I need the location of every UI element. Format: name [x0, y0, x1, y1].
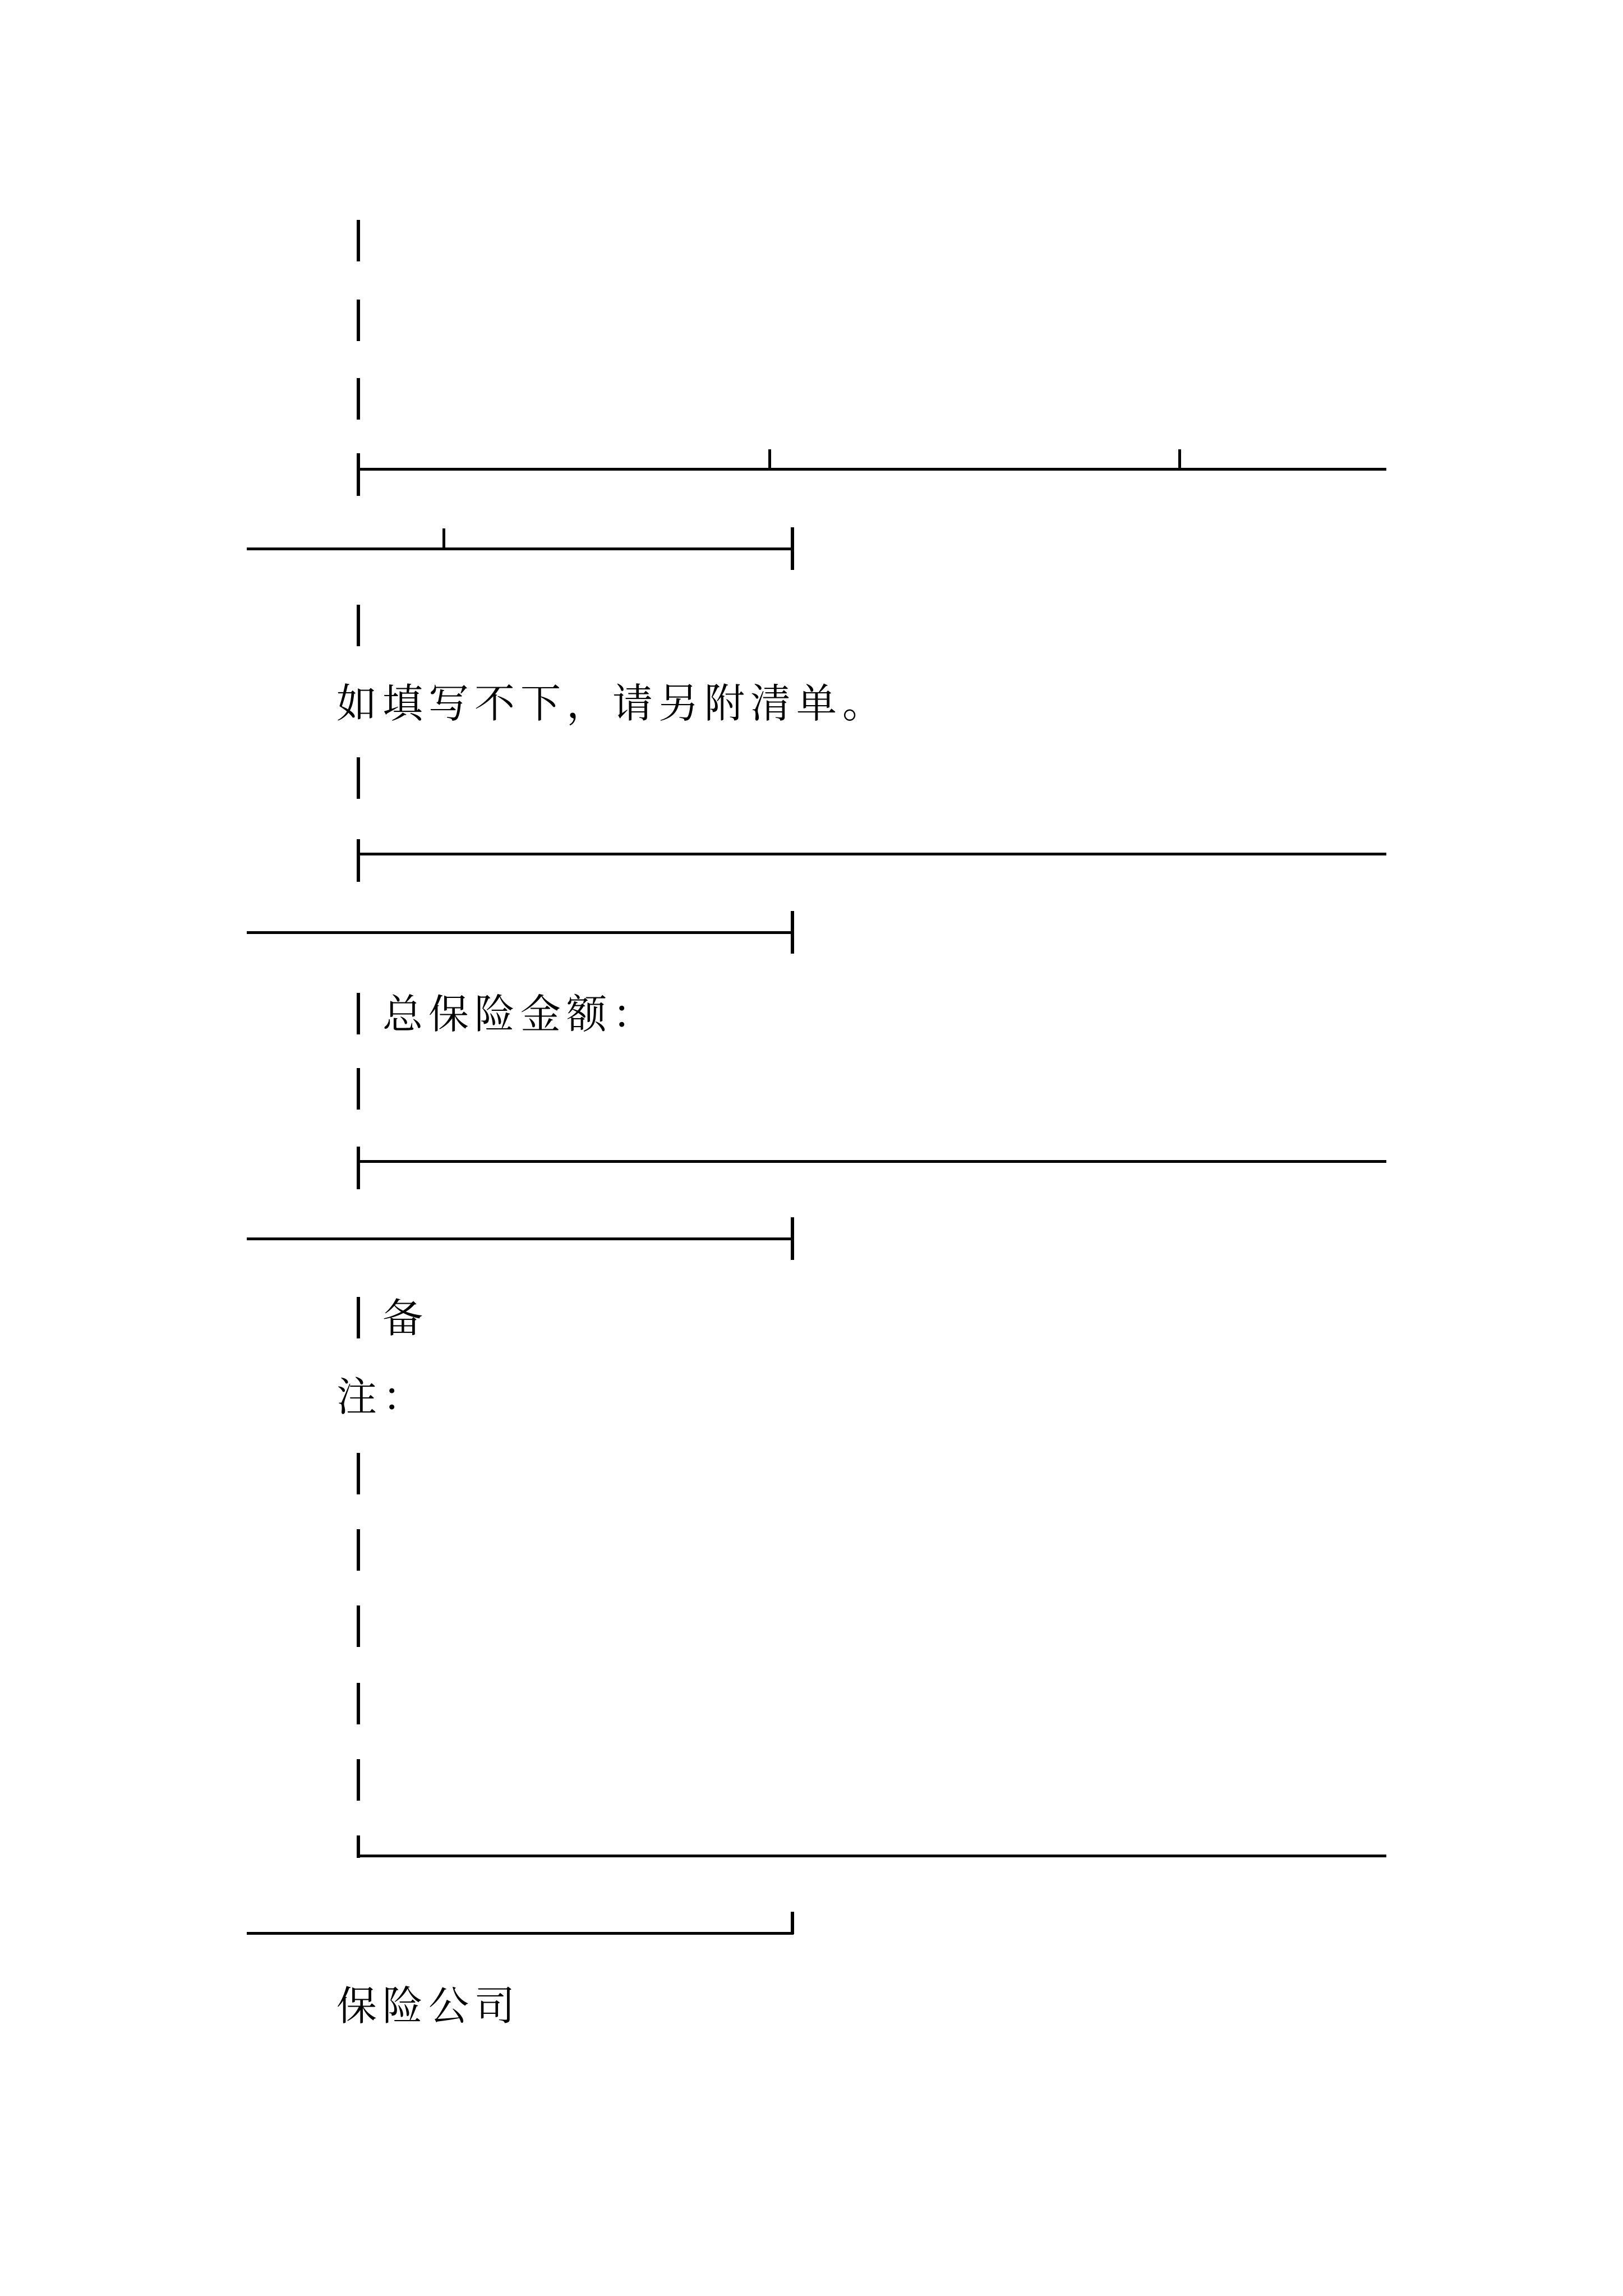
table-border-left [357, 605, 360, 646]
remarks-label-part1: 备 [382, 1295, 429, 1342]
table-border-left [357, 1297, 360, 1338]
table-bottom-border [357, 1855, 1386, 1857]
total-insured-label: 总保险金额： [382, 991, 659, 1038]
table-border-left [357, 220, 360, 261]
table-border-left [357, 300, 360, 341]
table-row-divider [360, 1160, 1386, 1163]
table-border-left [357, 453, 360, 496]
table-border-left [357, 1759, 360, 1801]
table-border-left [357, 1453, 360, 1494]
table-border-left [357, 839, 360, 882]
table-border-right [791, 1217, 794, 1260]
table-border-left [357, 1147, 360, 1189]
table-border-left [357, 378, 360, 420]
table-column-tick [768, 449, 771, 468]
table-border-right [791, 911, 794, 954]
table-border-left [357, 1529, 360, 1571]
table-row-divider [360, 853, 1386, 855]
table-border-left [357, 1068, 360, 1110]
insurance-company-label: 保险公司 [336, 1982, 521, 2030]
table-border-left [357, 757, 360, 799]
table-border-left [357, 1683, 360, 1724]
table-column-tick [442, 528, 445, 547]
table-row-divider-continued [247, 547, 794, 550]
table-border-left [357, 1605, 360, 1647]
table-column-tick [1178, 449, 1181, 468]
table-border-right [791, 527, 794, 570]
table-row-divider-continued [247, 1237, 794, 1240]
table-row-divider-continued [247, 931, 794, 934]
remarks-label-part2: 注： [336, 1373, 429, 1420]
fill-more-note: 如填写不下，请另附清单。 [336, 680, 889, 727]
table-bottom-border-continued [247, 1932, 794, 1935]
table-border-left [357, 993, 360, 1034]
table-border-corner [791, 1912, 794, 1934]
table-row-divider [360, 468, 1386, 471]
